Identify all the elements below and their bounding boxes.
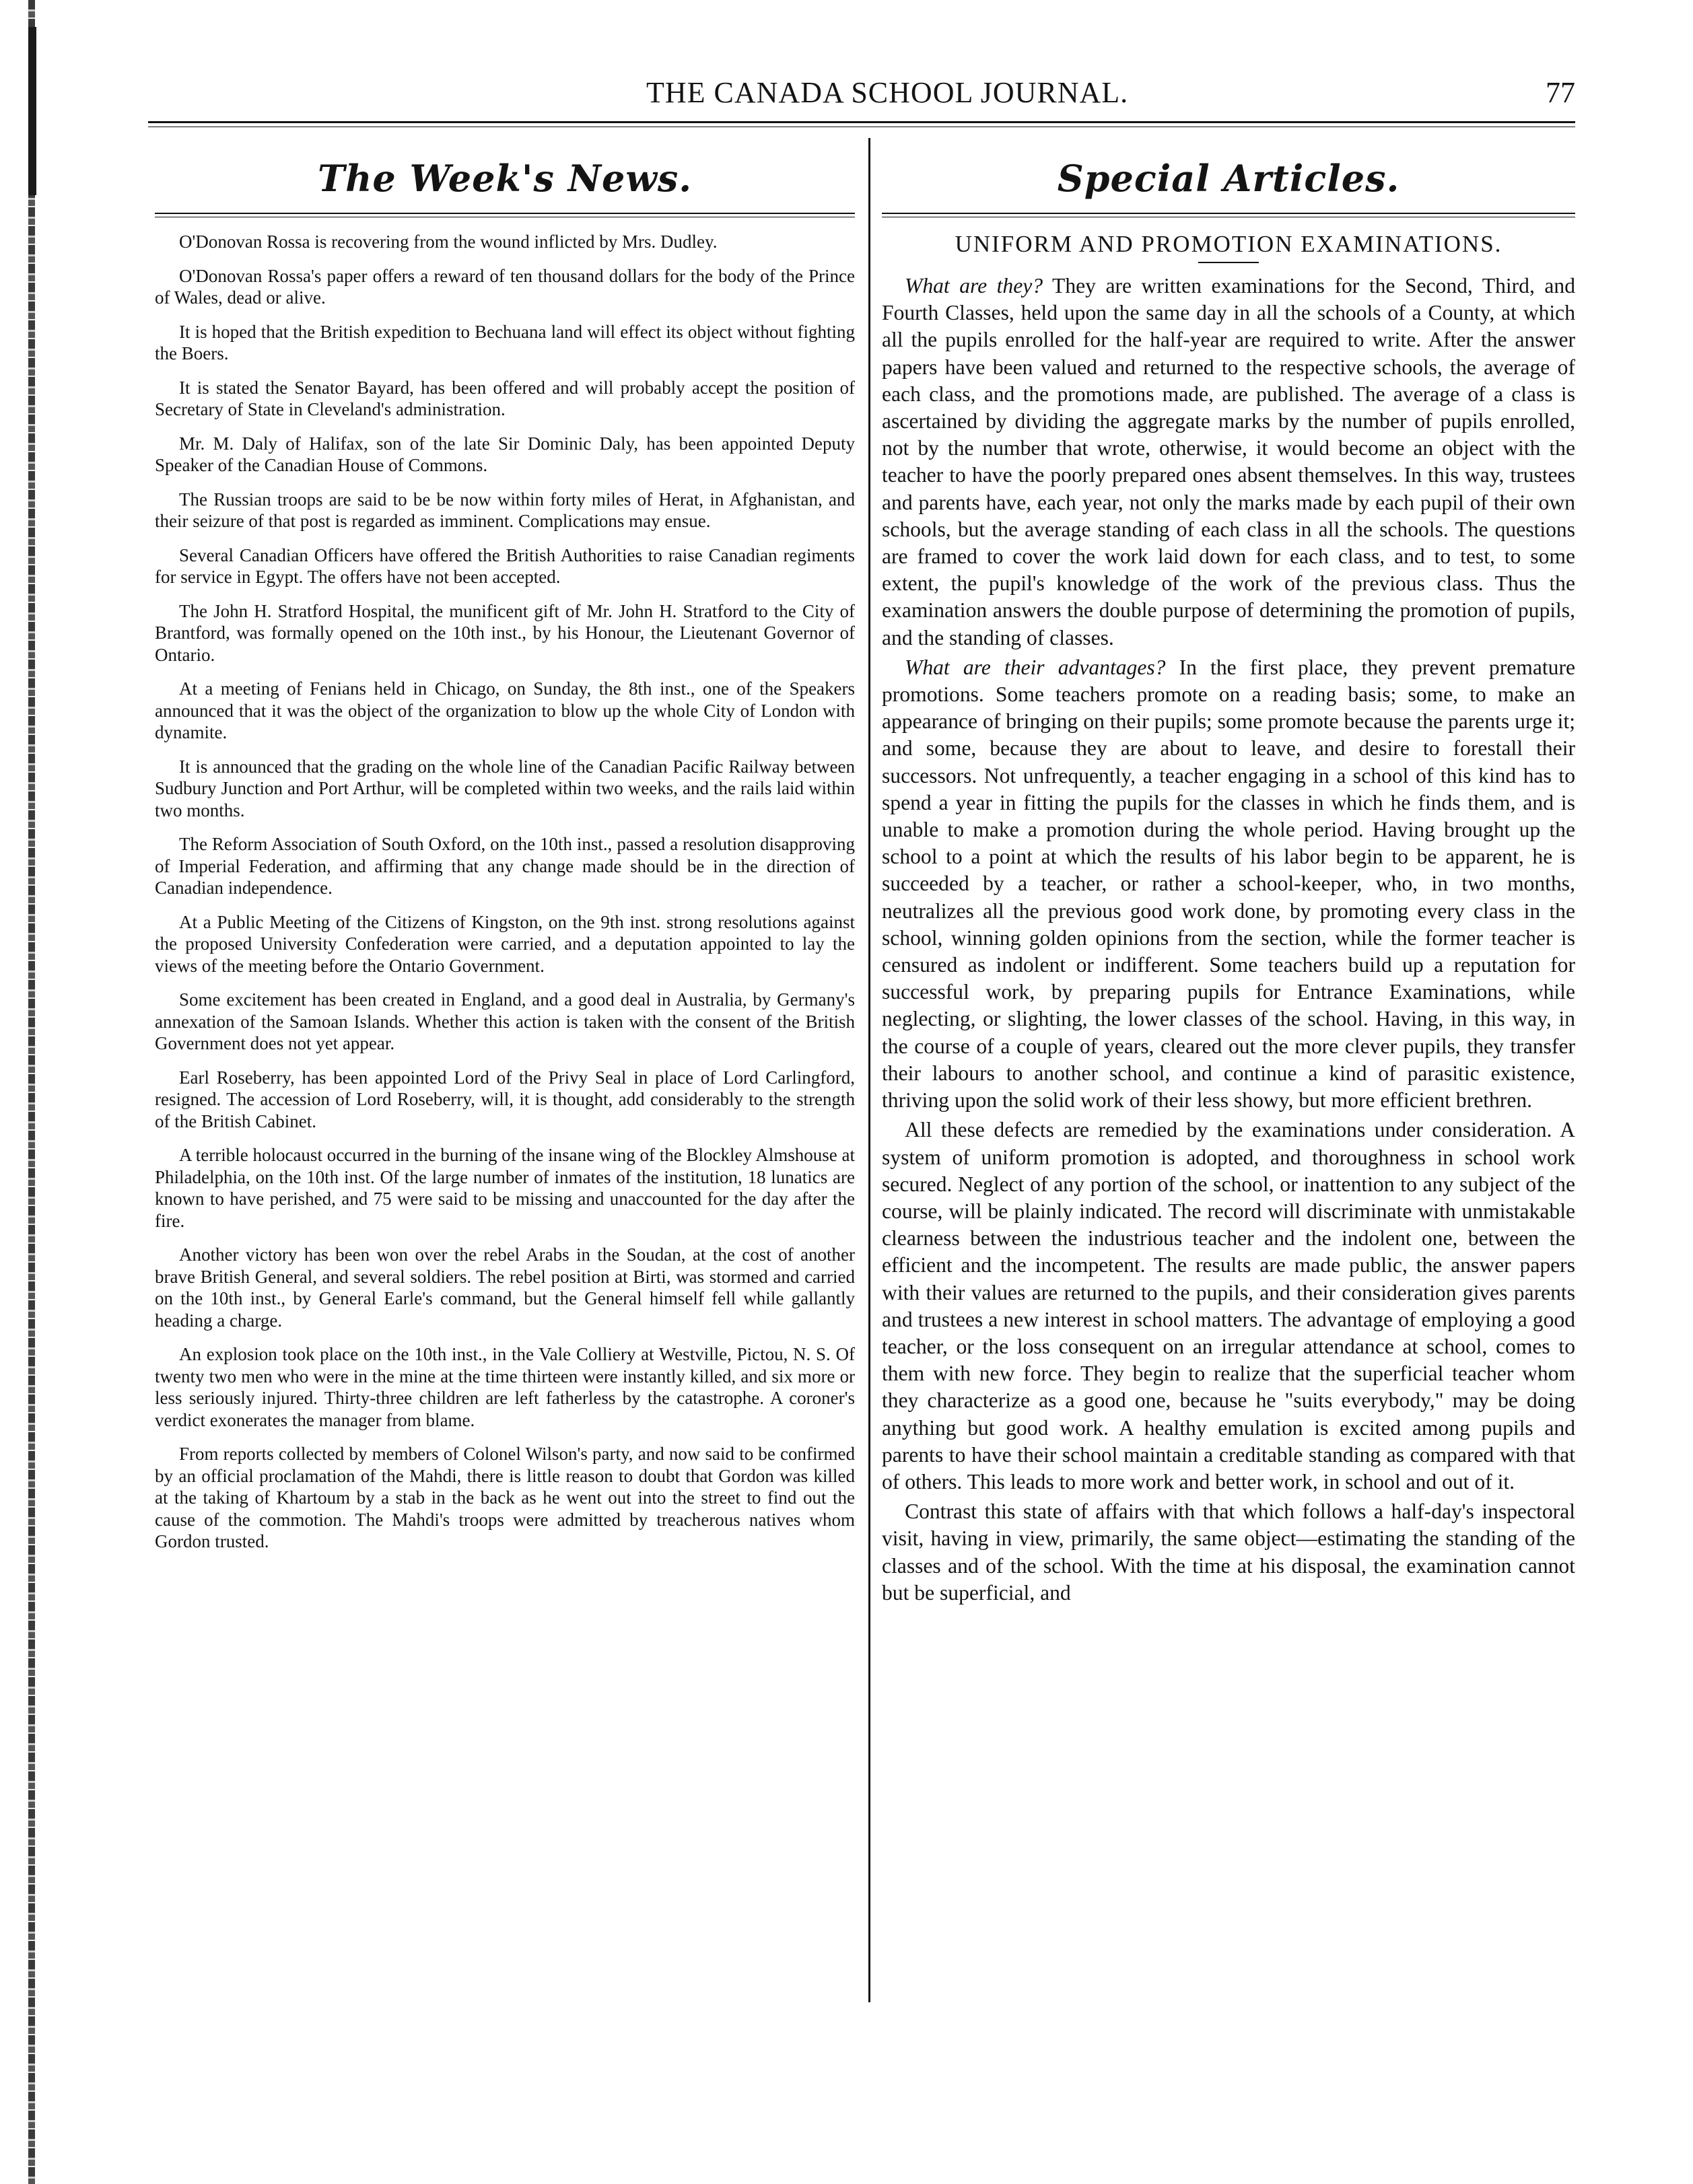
news-item: Several Canadian Officers have offered the British Authorities to raise Canadian regiments for service in Egypt. The offers have not been accepted. [155, 544, 855, 587]
news-item: The John H. Stratford Hospital, the munificent gift of Mr. John H. Stratford to the City of Brantford, was formally opened on the 10th inst., by his Honour, the Lieutenant Governor of Ontario. [155, 600, 855, 665]
page-header [148, 73, 1575, 113]
article-title: UNIFORM AND PROMOTION EXAMINATIONS. [955, 231, 1502, 257]
running-title: THE CANADA SCHOOL JOURNAL. [646, 76, 1129, 109]
column-divider [868, 138, 870, 2002]
news-item: At a Public Meeting of the Citizens of Kingston, on the 9th inst. strong resolutions against the proposed University Confederation were carried, and a deputation appointed to lay the views of the meeting before the Ontario Government. [155, 911, 855, 976]
section-rule [155, 213, 855, 214]
article-paragraph [882, 654, 1575, 1114]
article-paragraph [882, 1498, 1575, 1607]
news-items [155, 231, 855, 1553]
news-item: The Reform Association of South Oxford, on the 10th inst., passed a resolution disapproving of Imperial Federation, and affirming that any change made should be in the direction of Canadian independence. [155, 834, 855, 898]
news-item: O'Donovan Rossa's paper offers a reward of ten thousand dollars for the body of the Prince of Wales, dead or alive. [155, 265, 855, 308]
paragraph-text: All these defects are remedied by the examinations under consideration. A system of uniform promotion is adopted, and thoroughness in school work secured. Neglect of any portion of the school, or inattention to any subject of the course, will be plainly indicated. The record will discriminate with unmistakable clearness between the industrious teacher and the indolent one, between the efficient and the incompetent. The results are made public, the answer papers with their values are returned to the pupils, and their consideration gives parents and trustees a new interest in school matters. The advantage of employing a good teacher, or the loss consequent on an irregular attendance at school, comes to them with new force. They begin to realize that the superficial teacher whom they characterize as a good one, because he "suits everybody," may be doing anything but good work. A healthy emulation is excited among pupils and parents to have their school maintain a creditable standing as compared with that of others. This leads to more work and better work, in school and out of it. [882, 1118, 1575, 1493]
article-body [882, 273, 1575, 1607]
right-column [882, 148, 1575, 1609]
page-number: 77 [1546, 76, 1575, 109]
news-item: It is stated the Senator Bayard, has been offered and will probably accept the position of Secretary of State in Cleveland's administration. [155, 377, 855, 419]
news-item: A terrible holocaust occurred in the burning of the insane wing of the Blockley Almshouse at Philadelphia, on the 10th inst. Of the large number of inmates of the institution, 18 lunatics are known to have perished, and 75 were said to be missing and unaccounted for the day after the fire. [155, 1145, 856, 1231]
news-item: It is hoped that the British expedition to Bechuana land will effect its object without fighting the Boers. [155, 321, 855, 363]
paragraph-lead-question: What are they? [905, 274, 1043, 297]
news-item: Earl Roseberry, has been appointed Lord of the Privy Seal in place of Lord Carlingford, resigned. The accession of Lord Roseberry, will, it is thought, add considerably to the strength of the British Cabinet. [155, 1067, 855, 1131]
paragraph-text: Contrast this state of affairs with that which follows a half-day's inspectoral visit, having in view, primarily, the same object—estimating the standing of the classes and of the school. With the time at his disposal, the examination cannot but be superficial, and [882, 1500, 1575, 1605]
news-item: An explosion took place on the 10th inst., in the Vale Colliery at Westville, Pictou, N. S. Of twenty two men who were in the mine at the time thirteen were instantly killed, and six more or less seriously injured. Thirty-three children are left fatherless by the catastrophe. A coroner's verdict exonerates the manager from blame. [155, 1344, 855, 1430]
news-item: O'Donovan Rossa is recovering from the wound inflicted by Mrs. Dudley. [179, 232, 718, 252]
page-binding-mark [28, 27, 36, 195]
paragraph-lead-question: What are their advantages? [905, 655, 1166, 679]
news-item: At a meeting of Fenians held in Chicago, on Sunday, the 8th inst., one of the Speakers announced that it was the object of the organization to blow up the whole City of London with dynamite. [155, 678, 855, 742]
special-articles-heading: Special Articles. [1057, 157, 1400, 200]
news-item: It is announced that the grading on the whole line of the Canadian Pacific Railway between Sudbury Junction and Port Arthur, will be completed within two weeks, and the rails laid within two months. [155, 756, 855, 820]
section-rule [882, 213, 1575, 214]
article-paragraph [882, 273, 1575, 651]
news-item: From reports collected by members of Colonel Wilson's party, and now said to be confirmed by an official proclamation of the Mahdi, there is little reason to doubt that Gordon was killed at the taking of Khartoum by a stab in the back as he went out into the street to find out the cause of the commotion. The Mahdi's troops were admitted by treacherous natives whom Gordon trusted. [155, 1444, 855, 1551]
news-item: Another victory has been won over the rebel Arabs in the Soudan, at the cost of another brave British General, and several soldiers. The rebel position at Birti, was stormed and carried on the 10th inst., by General Earle's command, but the General himself fell while gallantly heading a charge. [155, 1244, 855, 1331]
news-item: Some excitement has been created in England, and a good deal in Australia, by Germany's annexation of the Samoan Islands. Whether this action is taken with the consent of the British Government does not yet appear. [155, 989, 855, 1053]
article-paragraph [882, 1117, 1575, 1495]
page-binding-edge [28, 0, 35, 2184]
paragraph-text: They are written examinations for the Second, Third, and Fourth Classes, held upon the same day in all the schools of a County, at which all the pupils enrolled for the half-year are required to write. After the answer papers have been valued and returned to the respective schools, the average of each class, and the promotions made, are published. The average of a class is ascertained by dividing the aggregate marks by the number of pupils enrolled, not by the number that wrote, otherwise, it would become an object with the teacher to have the poorly prepared ones absent themselves. In this way, trustees and parents have, each year, not only the marks made by each pupil of their own schools, but the average standing of each class in all the schools. The questions are framed to cover the work laid down for each class, and to test, to some extent, the pupil's knowledge of the work of the previous class. Thus the examination answers the double purpose of determining the promotion of pupils, and the standing of classes. [882, 274, 1575, 649]
weeks-news-heading: The Week's News. [317, 157, 693, 200]
header-rule [148, 121, 1575, 123]
left-column [155, 148, 855, 1565]
news-item: Mr. M. Daly of Halifax, son of the late Sir Dominic Daly, has been appointed Deputy Speaker of the Canadian House of Commons. [155, 433, 855, 475]
article-title-rule [1198, 262, 1259, 263]
news-item: The Russian troops are said to be be now within forty miles of Herat, in Afghanistan, and their seizure of that post is regarded as imminent. Complications may ensue. [155, 489, 855, 531]
paragraph-text: In the first place, they prevent premature promotions. Some teachers promote on a reading basis; some, to make an appearance of bringing on their pupils; some promote because the parents urge it; and some, because they are about to leave, and desire to forestall their successors. Not unfrequently, a teacher engaging in a school of this kind has to spend a year in fitting the pupils for the classes in which he finds them, and is unable to make a promotion during the whole period. Having brought up the school to a point at which the results of his labor begin to be apparent, he is succeeded by a teacher, or rather a school-keeper, who, in two months, neutralizes all the previous good work done, by promoting every class in the school, winning golden opinions from the section, while the former teacher is censured as indolent or indifferent. Some teachers build up a reputation for successful work, by preparing pupils for Entrance Examinations, while neglecting, or slighting, the lower classes of the school. Having, in this way, in the course of a couple of years, cleared out the more clever pupils, they transfer their labours to another school, and continue a kind of parasitic existence, thriving upon the solid work of their less showy, but more efficient brethren. [882, 655, 1575, 1113]
